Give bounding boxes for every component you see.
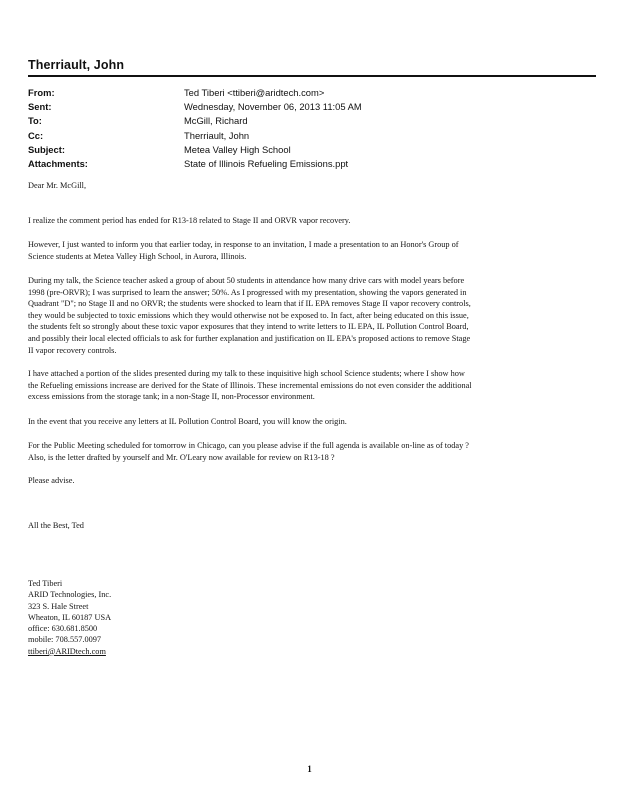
signature-company: ARID Technologies, Inc.	[28, 590, 112, 600]
page-number: 1	[307, 764, 312, 774]
greeting: Dear Mr. McGill,	[28, 181, 87, 190]
signature-block	[28, 578, 111, 657]
paragraph-7: Please advise.	[28, 476, 75, 485]
owner-divider	[28, 75, 596, 77]
header-cc-value: Therriault, John	[184, 129, 250, 141]
header-from-row	[28, 86, 362, 100]
header-cc-label: Cc:	[28, 129, 44, 141]
header-sent-label: Sent:	[28, 101, 52, 113]
header-sent-value: Wednesday, November 06, 2013 11:05 AM	[184, 101, 362, 113]
paragraph-4: I have attached a portion of the slides presented during my talk to these inquisitive high school Science students; where I show how the Refueling emissions increase are derived for the State of Illinois. These incremental emissions do not even consider the additional excess emissions from the storage tank; in a non-Stage II, non-Processor environment.	[28, 369, 472, 402]
header-from-value: Ted Tiberi <ttiberi@aridtech.com>	[184, 87, 325, 98]
paragraph-2: However, I just wanted to inform you that earlier today, in response to an invitation, I made a presentation to an Honor's Group of Science students at Metea Valley High School, in Aurora, Illinois.	[28, 240, 459, 261]
signature-name: Ted Tiberi	[28, 579, 63, 588]
header-sent-row	[28, 100, 362, 114]
paragraph-6: For the Public Meeting scheduled for tomorrow in Chicago, can you please advise if the full agenda is available on-line as of today ? Also, is the letter drafted by yourself and Mr. O'Leary now available for review on R13-18 ?	[28, 441, 469, 462]
header-from-label: From:	[28, 87, 55, 98]
email-headers	[28, 86, 362, 171]
signature-mobile-phone: mobile: 708.557.0097	[28, 635, 102, 645]
header-to-value: McGill, Richard	[184, 115, 248, 127]
closing: All the Best, Ted	[28, 521, 84, 530]
signature-email-link[interactable]: ttiberi@ARIDtech.com	[28, 646, 106, 656]
paragraph-1: I realize the comment period has ended for R13-18 related to Stage II and ORVR vapor recovery.	[28, 216, 351, 225]
signature-city: Wheaton, IL 60187 USA	[28, 612, 112, 622]
owner-name: Therriault, John	[28, 58, 125, 72]
header-subject-label: Subject:	[28, 143, 65, 155]
header-attachments-row	[28, 157, 362, 171]
header-to-label: To:	[28, 115, 42, 127]
signature-office-phone: office: 630.681.8500	[28, 624, 98, 634]
header-attachments-value: State of Illinois Refueling Emissions.ppt	[184, 158, 349, 170]
paragraph-5: In the event that you receive any letters at IL Pollution Control Board, you will know the origin.	[28, 417, 347, 426]
header-attachments-label: Attachments:	[28, 158, 88, 170]
paragraph-3: During my talk, the Science teacher asked a group of about 50 students in attendance how many drive cars with model years before 1998 (pre-ORVR); I was surprised to learn the answer; 50%. As I progressed with my presentation, showing the vapors generated in Quadrant "D"; no Stage II and no ORVR; the students were shocked to learn that if IL EPA removes Stage II vapor recovery controls, they would be subjected to toxic emissions which they would otherwise not be exposed to. In fact, after being educated on this issue, the students felt so strongly about these toxic vapor exposures that they intend to write letters to IL EPA, IL Pollution Control Board, and possibly their local elected officials to ask for further explanation and justification on IL EPA's proposed actions to remove Stage II vapor recovery controls.	[28, 276, 471, 355]
header-subject-row	[28, 143, 362, 157]
header-cc-row	[28, 129, 362, 143]
header-to-row	[28, 114, 362, 128]
header-subject-value: Metea Valley High School	[184, 143, 291, 155]
signature-street: 323 S. Hale Street	[28, 601, 89, 611]
